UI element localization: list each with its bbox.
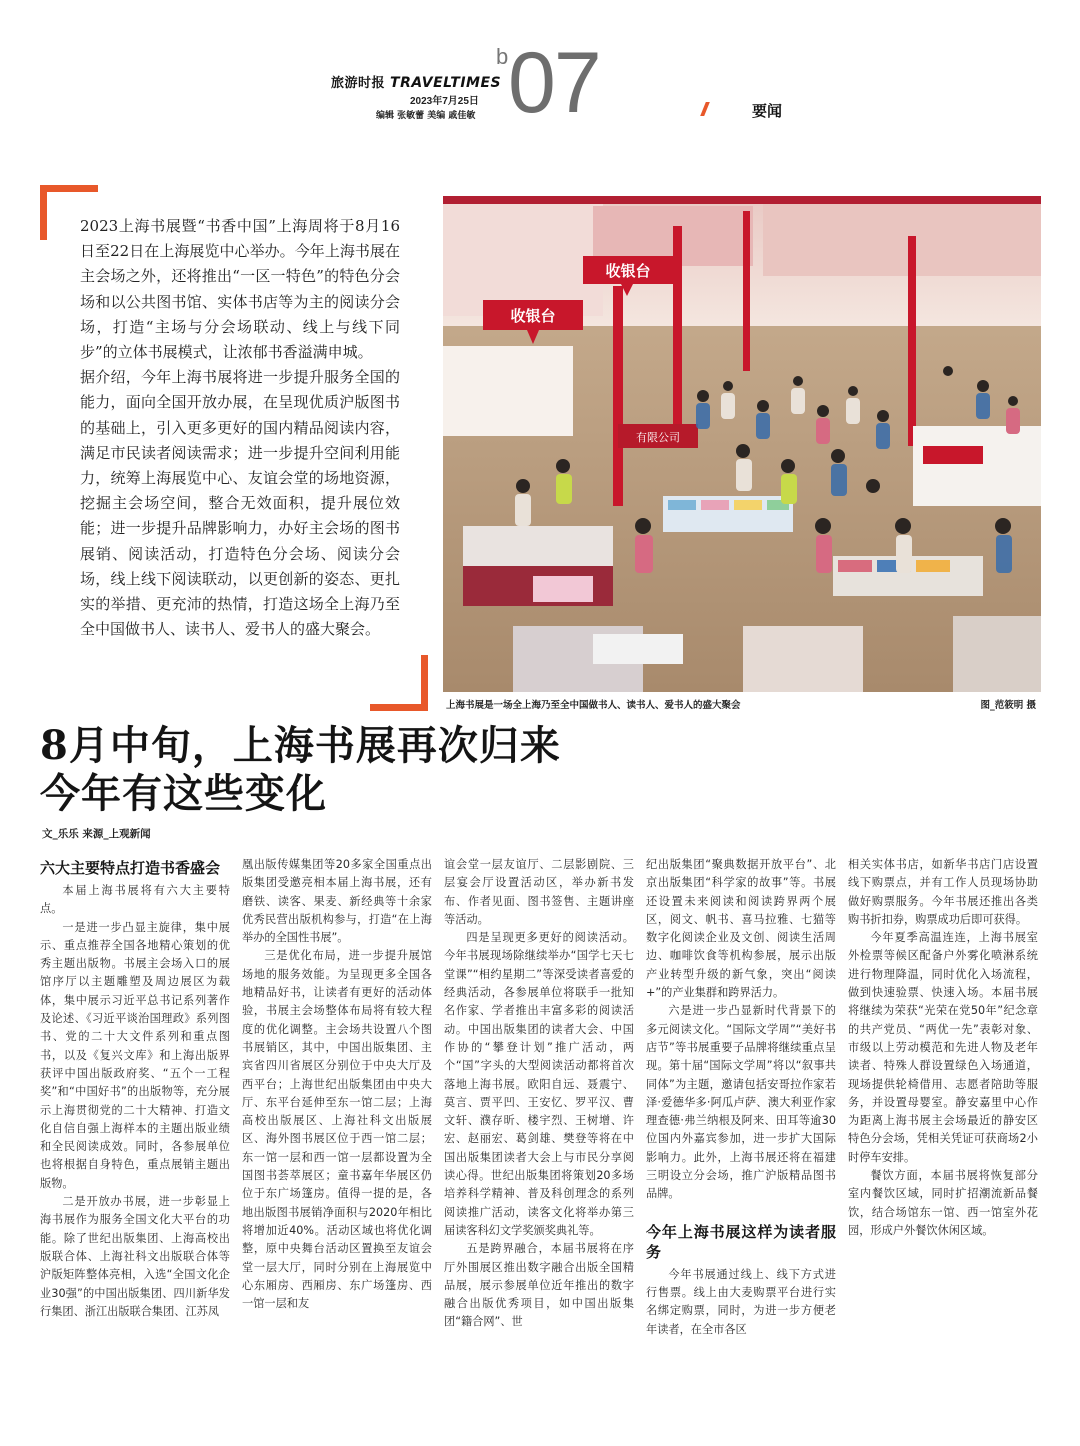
bracket-bottom-right-icon [370, 704, 428, 711]
cashier-sign-1-text: 收银台 [605, 262, 651, 280]
article-body [40, 856, 1040, 1416]
photo-credit: 图_范筱明 摄 [980, 700, 1036, 711]
cashier-sign-2-text: 收银台 [510, 307, 556, 325]
brand-en: TRAVELTIMES [390, 75, 502, 91]
brand-cn: 旅游时报 [331, 76, 386, 91]
headline-line-2: 今年有这些变化 [40, 770, 327, 817]
column-2 [242, 856, 432, 1416]
body-paragraph: 相关实体书店，如新华书店门店设置线下购票点，并有工作人员现场协助做好购票服务。今年书展还推出各类购书折扣券，购票成功后即可获得。 [848, 858, 1038, 926]
booth-sign-text: 有限公司 [636, 431, 680, 444]
byline: 文_乐乐 来源_上观新闻 [42, 828, 151, 840]
column-5 [848, 856, 1038, 1416]
bracket-top-left-vertical-icon [40, 185, 47, 240]
section-slash-icon [700, 102, 710, 116]
bracket-bottom-right-vertical-icon [421, 655, 428, 711]
lead-text [80, 214, 400, 642]
lead-paragraph-1: 2023上海书展暨“书香中国”上海周将于8月16日至22日在上海展览中心举办。今年上海书展在主会场之外，还将推出“一区一特色”的特色分会场和以公共图书馆、实体书店等为主的阅读分会场，打造“主场与分会场联动、线上与线下同步”的立体书展模式，让浓郁书香溢满申城。 [80, 217, 400, 362]
section-name: 要闻 [752, 102, 783, 120]
page-number: 07 [508, 35, 600, 131]
issue-date: 2023年7月25日 [410, 96, 479, 107]
body-paragraph: 谊会堂一层友谊厅、二层影剧院、三层宴会厅设置活动区，举办新书发布、作者见面、图书签售、主题讲座等活动。 [444, 858, 634, 926]
body-paragraph: 纪出版集团“聚典数据开放平台”、北京出版集团“科学家的故事”等。书展还设置未来阅读和阅读跨界两个展区，阅文、帆书、喜马拉雅、七猫等数字化阅读企业及文创、阅读生活周边、咖啡饮食等机构参展，展示出版产业转型升级的新气象，突出“阅读+”的产业集群和跨界活力。 [646, 858, 836, 1000]
body-paragraph: 三是优化布局，进一步提升展馆场地的服务效能。为呈现更多全国各地精品好书，让读者有更好的活动体验，书展主会场整体布局将有较大程度的优化调整。主会场共设置八个图书展销区，其中，中国出版集团、主宾省四川省展区分别位于中央大厅及西平台；上海世纪出版集团由中央大厅、东平台延伸至东一馆二层；上海高校出版展区、上海社科文出版展区、海外图书展区位于西一馆二层；东一馆一层和西一馆一层都设置为全国图书荟萃展区；童书嘉年华展区仍位于东广场篷房。值得一提的是，各地出版图书展销净面积与2020年相比将增加近40%。活动区域也将优化调整，原中央舞台活动区置换至友谊会堂一层大厅，同时分别在上海展览中心东厢房、西厢房、东广场篷房、西一馆一层和友 [242, 949, 432, 1311]
column-4 [646, 856, 836, 1416]
bracket-top-left-icon [40, 185, 98, 192]
body-paragraph: 四是呈现更多更好的阅读活动。今年书展现场除继续举办“国学七天七堂课”“相约星期二”等深受读者喜爱的经典活动，各参展单位将联手一批知名作家、学者推出丰富多彩的阅读活动。中国出版集团的读者大会、中国作协的“攀登计划”推广活动，两个“国”字头的大型阅读活动都将首次落地上海书展。欧阳自远、聂震宁、莫言、贾平凹、王安忆、罗平汉、曹文轩、濮存昕、楼宇烈、王树增、许宏、赵丽宏、葛剑雄、樊登等将在中国出版集团读者大会上与市民分享阅读心得。世纪出版集团将策划20多场培养科学精神、普及科创理念的系列阅读推广活动，读客文化将举办第三届读客科幻文学奖颁奖典礼等。 [444, 931, 634, 1237]
body-paragraph: 一是进一步凸显主旋律，集中展示、重点推荐全国各地精心策划的优秀主题出版物。书展主会场入口的展馆序厅以主题雕塑及周边展区为载体，集中展示习近平总书记系列著作及论述、《习近平谈治国理政》系列图书、党的二十大文件系列和重点图书，以及《复兴文库》和上海出版界获评中国出版政府奖、“五个一工程奖”和“中国好书”的出版物等，充分展示上海贯彻党的二十大精神、打造文化自信自强上海样本的主题出版业绩和全民阅读成效。同时，各参展单位也将根据自身特色，重点展销主题出版物。 [40, 920, 230, 1190]
edition-letter: b [496, 44, 509, 69]
column-3 [444, 856, 634, 1416]
column-1 [40, 856, 230, 1416]
lead-paragraph-2: 据介绍，今年上海书展将进一步提升服务全国的能力，面向全国开放办展，在呈现优质沪版图书的基础上，引入更多更好的国内精品阅读内容，满足市民读者阅读需求；进一步提升空间利用能力，统筹上海展览中心、友谊会堂的场地资源，挖掘主会场空间，整合无效面积，提升展位效能；进一步提升品牌影响力，办好主会场的图书展销、阅读活动，打造特色分会场、阅读分会场，线上线下阅读联动，以更创新的姿态、更扎实的举措、更充沛的热情，打造这场全上海乃至全中国做书人、读书人、爱书人的盛大聚会。 [80, 368, 400, 639]
book-fair-illustration [443, 196, 1041, 692]
headline [40, 722, 800, 818]
body-paragraph: 二是开放办书展，进一步彰显上海书展作为服务全国文化大平台的功能。除了世纪出版集团、上海高校出版联合体、上海社科文出版联合体等沪版矩阵整体亮相，入选“全国文化企业30强”的中国出版集团、四川新华发行集团、浙江出版联合集团、江苏凤 [40, 1195, 230, 1318]
body-paragraph: 六是进一步凸显新时代背景下的多元阅读文化。“国际文学周”“美好书店节”等书展重要子品牌将继续重点呈现。第十届“国际文学周”将以“叙事共同体”为主题，邀请包括安哥拉作家若泽·爱德华多·阿瓜卢萨、澳大利亚作家理查德·弗兰纳根及阿来、田耳等逾30位国内外嘉宾参加，进一步扩大国际影响力。此外，上海书展还将在福建三明设立分会场，推广沪版精品图书品牌。 [646, 1004, 836, 1201]
body-paragraph: 餐饮方面，本届书展将恢复部分室内餐饮区域，同时扩招潮流新品餐饮，结合场馆东一馆、西一馆室外花园，形成户外餐饮休闲区域。 [848, 1169, 1038, 1237]
caption-text: 上海书展是一场全上海乃至全中国做书人、读书人、爱书人的盛大聚会 [446, 700, 741, 711]
masthead [0, 0, 1080, 160]
editors-credit: 编辑 张敏蕾 美编 戚佳敏 [376, 111, 476, 121]
body-paragraph: 五是跨界融合，本届书展将在序厅外围展区推出数字融合出版全国精品展，展示参展单位近年推出的数字融合出版优秀项目，如中国出版集团“籍合网”、世 [444, 1242, 634, 1329]
body-paragraph: 今年书展通过线上、线下方式进行售票。线上由大麦购票平台进行实名绑定购票，同时，为进一步方便老年读者，在全市各区 [646, 1267, 836, 1336]
body-paragraph: 凰出版传媒集团等20多家全国重点出版集团受邀亮相本届上海书展，还有磨铁、读客、果麦、新经典等十余家优秀民营出版机构参与，打造“在上海举办的全国性书展”。 [242, 858, 432, 945]
body-paragraph: 本届上海书展将有六大主要特点。 [40, 884, 230, 916]
subhead-services: 今年上海书展这样为读者服务 [646, 1222, 836, 1261]
body-paragraph: 今年夏季高温连连，上海书展室外检票等候区配备户外雾化喷淋系统进行物理降温，同时优化入场流程，做到快速验票、快速入场。本届书展将继续为荣获“光荣在党50年”纪念章的共产党员、“两优一先”表彰对象、市级以上劳动模范和先进人物及老年读者、特殊人群设置绿色入场通道，现场提供轮椅借用、志愿者陪助等服务，并设置母婴室。静安嘉里中心作为距离上海书展主会场最近的静安区特色分会场，凭相关凭证可获商场2小时停车安排。 [848, 931, 1038, 1164]
headline-line-1: 8月中旬，上海书展再次归来 [40, 722, 561, 769]
newspaper-brand [331, 72, 501, 91]
book-fair-photo [443, 196, 1041, 692]
photo-caption [446, 697, 1040, 711]
subhead-features: 六大主要特点打造书香盛会 [40, 859, 221, 877]
